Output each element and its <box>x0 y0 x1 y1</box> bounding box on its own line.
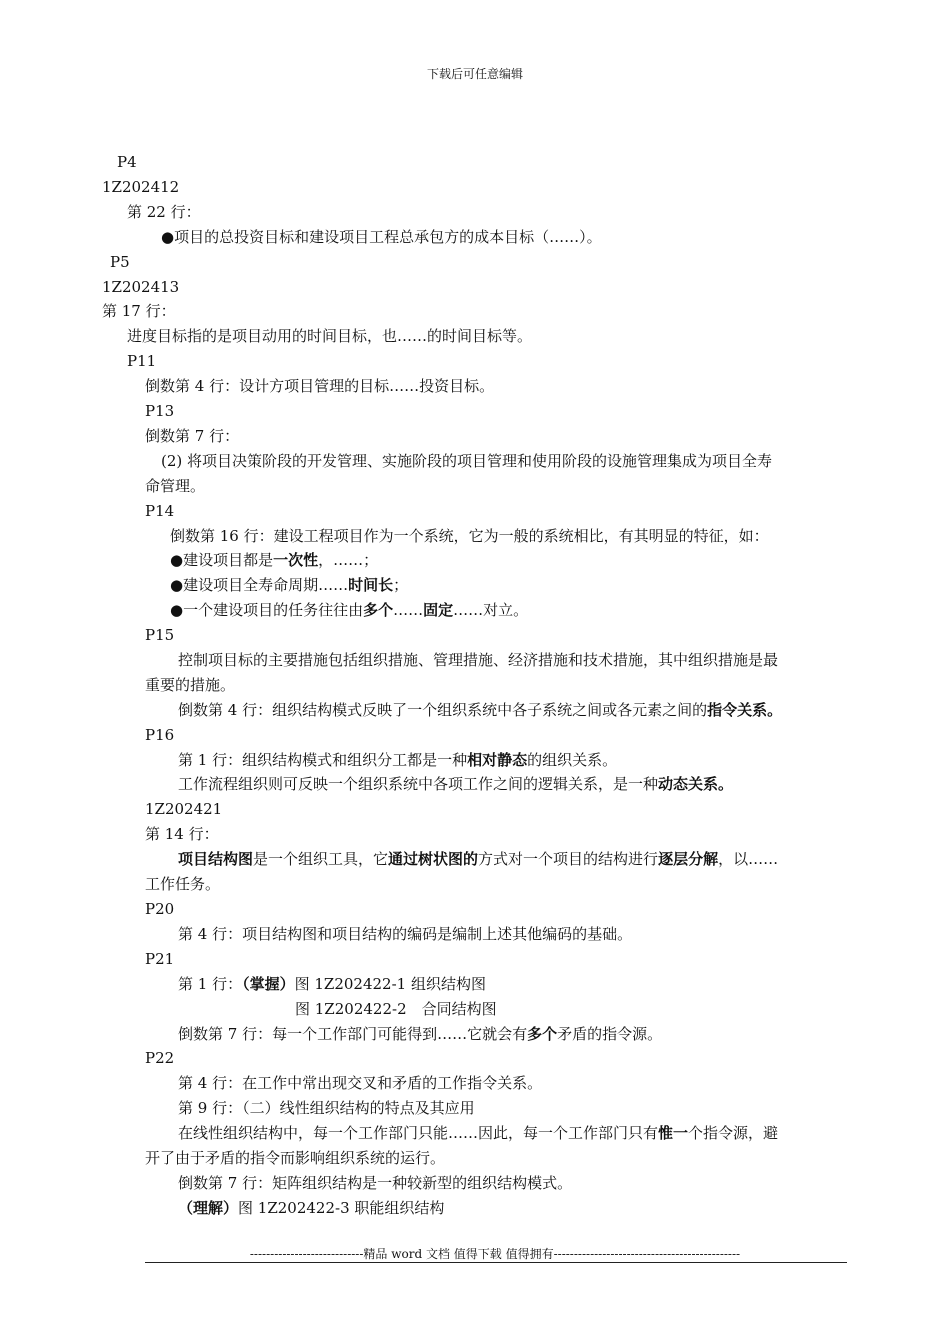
text-run: ； <box>393 576 409 594</box>
text-run: 方式对一个项目的结构进行 <box>478 850 659 868</box>
page-header: 下载后可任意编辑 <box>426 67 523 81</box>
text-run: ●建设项目全寿命周期…… <box>170 576 349 594</box>
page-ref-p5: P5 <box>110 253 130 271</box>
paragraph-line: 命管理。 <box>145 477 206 495</box>
emphasis-text: 逐层分解 <box>658 850 719 868</box>
text-run: ……对立。 <box>453 601 529 619</box>
text-run: 图 1Z202422-1 组织结构图 <box>294 975 486 993</box>
figure-caption <box>178 1198 444 1218</box>
bullet-item <box>170 550 378 570</box>
text-run: ●建设项目都是 <box>170 551 274 569</box>
text-run: 倒数第 7 行：每一个工作部门可能得到……它就会有 <box>178 1025 528 1043</box>
text-run: 个指令源，避 <box>688 1124 779 1142</box>
paragraph-line: 控制项目标的主要措施包括组织措施、管理措施、经济措施和技术措施，其中组织措施是最 <box>178 651 779 669</box>
paragraph-line <box>178 849 778 869</box>
paragraph-line: 进度目标指的是项目动用的时间目标，也……的时间目标等。 <box>127 327 533 345</box>
line-ref: 第 22 行： <box>127 203 201 221</box>
footer-divider <box>145 1262 847 1263</box>
paragraph-line: 倒数第 4 行：设计方项目管理的目标……投资目标。 <box>145 377 495 395</box>
section-code: 1Z202413 <box>102 278 180 296</box>
paragraph-line: 第 4 行：在工作中常出现交叉和矛盾的工作指令关系。 <box>178 1074 543 1092</box>
bullet-item <box>170 600 528 620</box>
paragraph-line <box>178 1123 778 1143</box>
bullet-item <box>170 575 408 595</box>
emphasis-text: 一次性 <box>273 551 319 569</box>
emphasis-text: 固定 <box>423 601 454 619</box>
page-ref-p15: P15 <box>145 626 175 644</box>
paragraph-line <box>178 750 617 770</box>
page-ref-p20: P20 <box>145 900 175 918</box>
emphasis-text: 多个 <box>363 601 394 619</box>
text-run: ，以…… <box>718 850 779 868</box>
page-ref-p22: P22 <box>145 1049 175 1067</box>
emphasis-text: 指令关系。 <box>707 701 783 719</box>
paragraph-line: 工作任务。 <box>145 875 221 893</box>
paragraph-line <box>178 700 782 720</box>
paragraph-line: 倒数第 16 行：建设工程项目作为一个系统，它为一般的系统相比，有其明显的特征，如： <box>170 527 769 545</box>
emphasis-text: （理解） <box>178 1199 239 1217</box>
text-run: 第 1 行： <box>178 975 243 993</box>
emphasis-text: 项目结构图 <box>178 850 254 868</box>
emphasis-text: （掌握） <box>242 975 295 993</box>
text-run: …… <box>393 601 424 619</box>
page-ref-p16: P16 <box>145 726 175 744</box>
paragraph-line: 重要的措施。 <box>145 676 236 694</box>
section-code: 1Z202421 <box>145 800 223 818</box>
emphasis-text: 通过树状图的 <box>388 850 479 868</box>
text-run: 在线性组织结构中，每一个工作部门只能……因此，每一个工作部门只有 <box>178 1124 659 1142</box>
text-run: 的组织关系。 <box>527 751 618 769</box>
text-run: 图 1Z202422-3 职能组织结构 <box>238 1199 445 1217</box>
line-ref: 倒数第 7 行： <box>145 427 240 445</box>
emphasis-text: 动态关系。 <box>658 775 734 793</box>
paragraph-line: 开了由于矛盾的指令而影响组织系统的运行。 <box>145 1149 446 1167</box>
figure-caption: 图 1Z202422-2 合同结构图 <box>295 1000 497 1018</box>
text-run: 第 1 行：组织结构模式和组织分工都是一种 <box>178 751 468 769</box>
bullet-item: ●项目的总投资目标和建设项目工程总承包方的成本目标（……）。 <box>161 228 602 246</box>
page-ref-p14: P14 <box>145 502 175 520</box>
paragraph-line <box>178 1024 662 1044</box>
paragraph-line: 第 9 行：（二）线性组织结构的特点及其应用 <box>178 1099 475 1117</box>
line-ref: 第 17 行： <box>102 302 176 320</box>
text-run: 倒数第 4 行：组织结构模式反映了一个组织系统中各子系统之间或各元素之间的 <box>178 701 708 719</box>
emphasis-text: 时间长 <box>348 576 394 594</box>
page-footer: ----------------------------精品 word 文档 值得下载 值得拥有---------------------------------------------- <box>249 1247 741 1261</box>
paragraph-line: (2) 将项目决策阶段的开发管理、实施阶段的项目管理和使用阶段的设施管理集成为项目全寿 <box>161 452 773 470</box>
emphasis-text: 相对静态 <box>467 751 528 769</box>
page-ref-p21: P21 <box>145 950 175 968</box>
paragraph-line <box>178 974 486 994</box>
emphasis-text: 多个 <box>527 1025 558 1043</box>
section-code: 1Z202412 <box>102 178 180 196</box>
text-run: 是一个组织工具，它 <box>253 850 389 868</box>
paragraph-line: 倒数第 7 行：矩阵组织结构是一种较新型的组织结构模式。 <box>178 1174 573 1192</box>
paragraph-line <box>178 774 733 794</box>
text-run: ●一个建设项目的任务往往由 <box>170 601 364 619</box>
page-ref-p4: P4 <box>117 153 137 171</box>
text-run: 矛盾的指令源。 <box>557 1025 663 1043</box>
text-run: 工作流程组织则可反映一个组织系统中各项工作之间的逻辑关系，是一种 <box>178 775 659 793</box>
emphasis-text: 惟一 <box>658 1124 689 1142</box>
paragraph-line: 第 4 行：项目结构图和项目结构的编码是编制上述其他编码的基础。 <box>178 925 633 943</box>
page-ref-p13: P13 <box>145 402 175 420</box>
page-ref-p11: P11 <box>127 352 157 370</box>
line-ref: 第 14 行： <box>145 825 219 843</box>
text-run: ，……； <box>318 551 379 569</box>
